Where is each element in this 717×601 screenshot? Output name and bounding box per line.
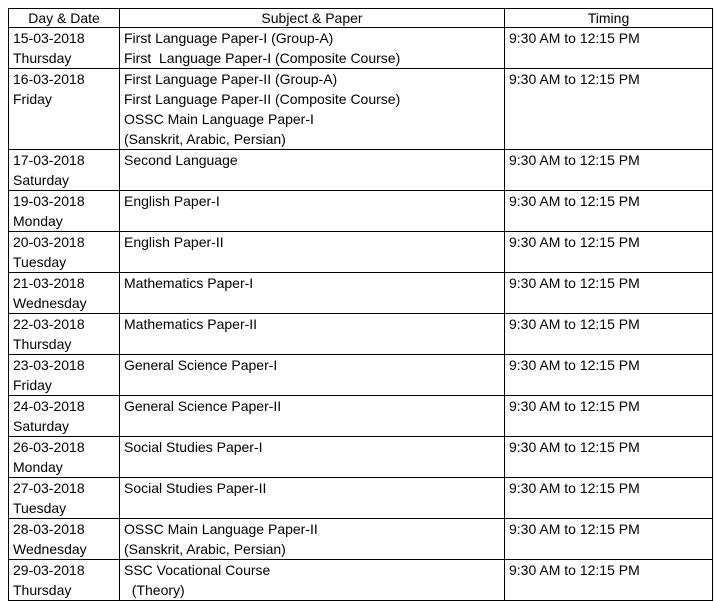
date-cell <box>9 191 120 232</box>
date-cell <box>9 150 120 191</box>
timing-cell: 9:30 AM to 12:15 PM <box>505 191 713 232</box>
timing-cell: 9:30 AM to 12:15 PM <box>505 396 713 437</box>
timing-cell: 9:30 AM to 12:15 PM <box>505 560 713 601</box>
subject-cell <box>120 519 505 560</box>
subject-paper: Mathematics Paper-II <box>124 316 258 332</box>
exam-date: 20-03-2018 <box>13 234 85 250</box>
subject-cell <box>120 355 505 396</box>
exam-day: Friday <box>13 377 52 393</box>
subject-cell <box>120 191 505 232</box>
timing-cell: 9:30 AM to 12:15 PM <box>505 314 713 355</box>
exam-date: 15-03-2018 <box>13 30 85 46</box>
subject-paper: General Science Paper-I <box>124 357 278 373</box>
subject-paper: Second Language <box>124 152 238 168</box>
date-cell <box>9 314 120 355</box>
exam-day: Tuesday <box>13 254 67 270</box>
exam-day: Monday <box>13 459 63 475</box>
timing-cell: 9:30 AM to 12:15 PM <box>505 273 713 314</box>
exam-schedule-table <box>8 8 713 601</box>
exam-date: 16-03-2018 <box>13 71 85 87</box>
header-date: Day & Date <box>9 9 120 28</box>
table-row <box>9 396 713 437</box>
date-cell <box>9 437 120 478</box>
table-row <box>9 519 713 560</box>
timing-cell: 9:30 AM to 12:15 PM <box>505 519 713 560</box>
exam-date: 24-03-2018 <box>13 398 85 414</box>
timing-cell: 9:30 AM to 12:15 PM <box>505 150 713 191</box>
date-cell <box>9 396 120 437</box>
timing-cell: 9:30 AM to 12:15 PM <box>505 478 713 519</box>
exam-day: Saturday <box>13 172 70 188</box>
exam-day: Wednesday <box>13 295 87 311</box>
table-row <box>9 314 713 355</box>
exam-date: 21-03-2018 <box>13 275 85 291</box>
subject-paper: OSSC Main Language Paper-I <box>124 111 314 127</box>
subject-paper: First Language Paper-I (Group-A) <box>124 30 334 46</box>
subject-paper: First Language Paper-II (Group-A) <box>124 71 338 87</box>
timing-cell: 9:30 AM to 12:15 PM <box>505 437 713 478</box>
exam-date: 28-03-2018 <box>13 521 85 537</box>
exam-date: 26-03-2018 <box>13 439 85 455</box>
date-cell <box>9 69 120 150</box>
date-cell <box>9 519 120 560</box>
exam-day: Thursday <box>13 50 72 66</box>
table-row <box>9 273 713 314</box>
subject-paper: (Sanskrit, Arabic, Persian) <box>124 131 286 147</box>
subject-cell <box>120 273 505 314</box>
exam-date: 17-03-2018 <box>13 152 85 168</box>
subject-cell <box>120 150 505 191</box>
subject-paper: English Paper-II <box>124 234 224 250</box>
timing-cell: 9:30 AM to 12:15 PM <box>505 355 713 396</box>
subject-cell <box>120 314 505 355</box>
exam-date: 29-03-2018 <box>13 562 85 578</box>
date-cell <box>9 232 120 273</box>
subject-cell <box>120 478 505 519</box>
table-row <box>9 478 713 519</box>
subject-cell <box>120 437 505 478</box>
date-cell <box>9 478 120 519</box>
subject-paper: First Language Paper-II (Composite Course) <box>124 91 401 107</box>
header-subject: Subject & Paper <box>120 9 505 28</box>
timing-cell: 9:30 AM to 12:15 PM <box>505 69 713 150</box>
table-row <box>9 355 713 396</box>
exam-date: 22-03-2018 <box>13 316 85 332</box>
subject-cell <box>120 28 505 69</box>
exam-day: Wednesday <box>13 541 87 557</box>
date-cell <box>9 273 120 314</box>
exam-day: Tuesday <box>13 500 67 516</box>
exam-date: 23-03-2018 <box>13 357 85 373</box>
subject-paper: Social Studies Paper-I <box>124 439 263 455</box>
subject-paper: (Sanskrit, Arabic, Persian) <box>124 541 286 557</box>
exam-date: 27-03-2018 <box>13 480 85 496</box>
header-timing: Timing <box>505 9 713 28</box>
exam-day: Friday <box>13 91 52 107</box>
table-row <box>9 232 713 273</box>
exam-day: Monday <box>13 213 63 229</box>
subject-cell <box>120 560 505 601</box>
date-cell <box>9 355 120 396</box>
subject-paper: First Language Paper-I (Composite Course) <box>124 50 401 66</box>
subject-paper: English Paper-I <box>124 193 220 209</box>
subject-paper: Social Studies Paper-II <box>124 480 267 496</box>
exam-day: Thursday <box>13 582 72 598</box>
subject-cell <box>120 232 505 273</box>
table-row <box>9 150 713 191</box>
subject-cell <box>120 396 505 437</box>
subject-paper: SSC Vocational Course <box>124 562 271 578</box>
date-cell <box>9 28 120 69</box>
table-row <box>9 191 713 232</box>
table-row <box>9 69 713 150</box>
subject-paper: OSSC Main Language Paper-II <box>124 521 318 537</box>
table-row <box>9 28 713 69</box>
header-row <box>9 9 713 28</box>
exam-day: Saturday <box>13 418 70 434</box>
timing-cell: 9:30 AM to 12:15 PM <box>505 232 713 273</box>
timing-cell: 9:30 AM to 12:15 PM <box>505 28 713 69</box>
table-row <box>9 560 713 601</box>
subject-paper: General Science Paper-II <box>124 398 282 414</box>
schedule-body <box>9 28 713 601</box>
subject-paper: (Theory) <box>124 582 185 598</box>
subject-cell <box>120 69 505 150</box>
subject-paper: Mathematics Paper-I <box>124 275 254 291</box>
date-cell <box>9 560 120 601</box>
exam-day: Thursday <box>13 336 72 352</box>
exam-date: 19-03-2018 <box>13 193 85 209</box>
table-row <box>9 437 713 478</box>
